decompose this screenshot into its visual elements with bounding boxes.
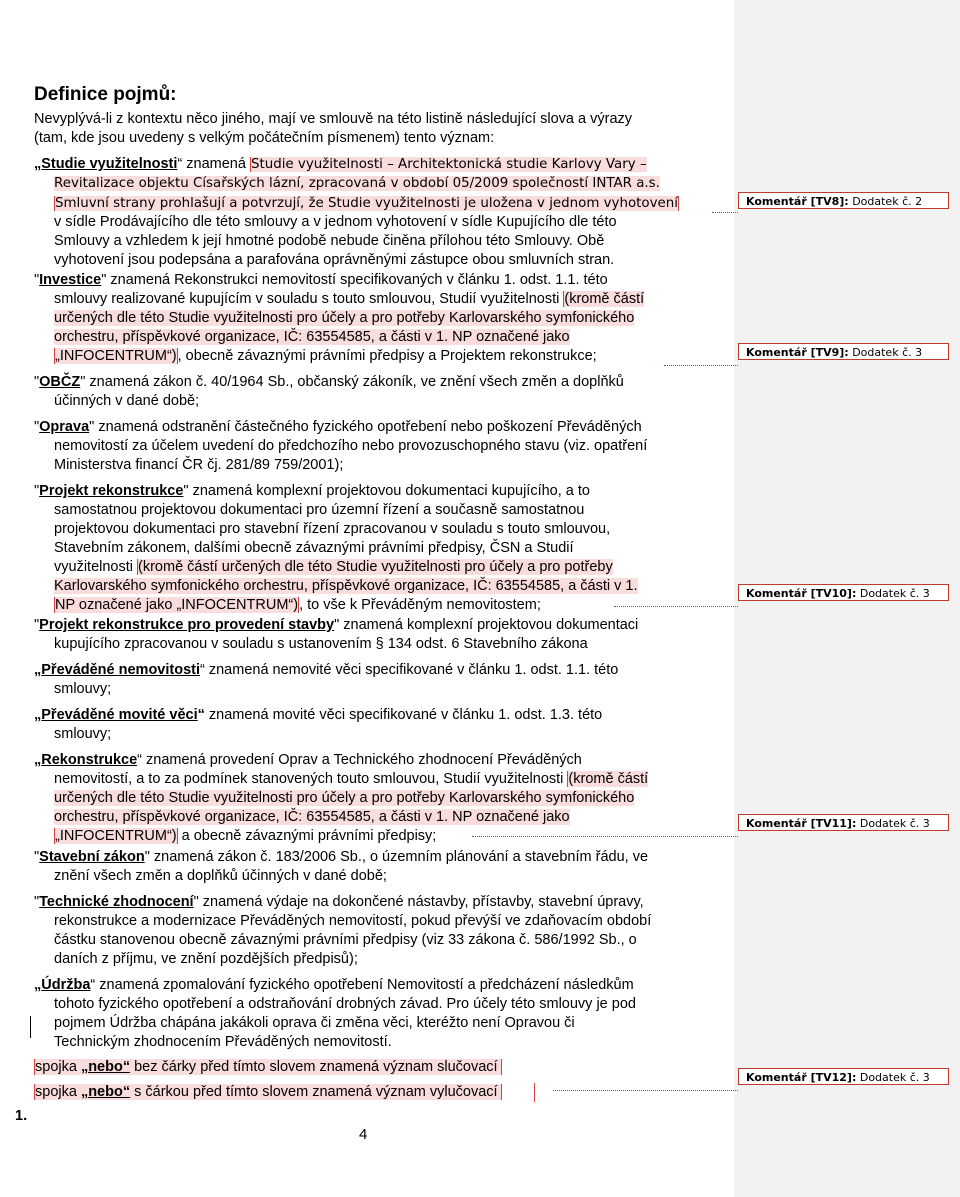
definition-text: znamená komplexní projektovou dokumentaci kupujícího, a to bbox=[188, 483, 590, 499]
comment-connector bbox=[553, 1090, 738, 1091]
definition-oprava-line-3: Ministerstva financí ČR čj. 281/89 759/2001); bbox=[54, 457, 344, 473]
quote-mark: " bbox=[80, 374, 86, 390]
inserted-text: Smluvní strany prohlašují a potvrzují, že Studie využitelnosti je uložena v jednom vyhotovení bbox=[55, 196, 678, 211]
term-udrzba: Údržba bbox=[41, 977, 91, 993]
definition-projekt-line-6 bbox=[54, 577, 638, 596]
definition-text: znamená Rekonstrukci nemovitostí specifikovaných v článku 1. odst. 1.1. této bbox=[106, 272, 608, 288]
intro-line-1: Nevyplývá-li z kontextu něco jiného, mají ve smlouvě na této listině následující slova a výrazy bbox=[34, 111, 633, 127]
inserted-text: orchestru, příspěvkové organizace, IČ: 63554585, a části v 1. NP označené jako bbox=[54, 809, 570, 825]
comment-connector bbox=[664, 365, 738, 366]
definition-prevadene-nemovitosti-line-2: smlouvy; bbox=[54, 681, 112, 697]
definition-udrzba-line-4: Technickým zhodnocením Převáděných nemovitostí. bbox=[54, 1034, 392, 1050]
term-nebo: „nebo“ bbox=[80, 1059, 131, 1075]
inserted-text: NP označené jako „INFOCENTRUM“) bbox=[55, 597, 299, 613]
inserted-spojka-slucovaci bbox=[34, 1059, 502, 1075]
comment-label: Komentář [TV9]: bbox=[746, 346, 849, 359]
inserted-text: (kromě částí bbox=[564, 291, 645, 307]
term-stavebni-zakon: Stavební zákon bbox=[39, 849, 145, 865]
comment-text: Dodatek č. 3 bbox=[856, 1071, 930, 1084]
definition-text: , to vše k Převáděným nemovitostem; bbox=[299, 597, 541, 613]
quote-mark: „ bbox=[34, 662, 42, 678]
quote-mark: „ bbox=[34, 977, 42, 993]
term-rekonstrukce: Rekonstrukce bbox=[41, 752, 138, 768]
comment-label: Komentář [TV12]: bbox=[746, 1071, 857, 1084]
definition-studie-line-3 bbox=[54, 194, 679, 213]
definition-technicke-line-4: daních z příjmu, ve znění pozdějších předpisů); bbox=[54, 951, 358, 967]
definition-rekonstrukce-line-5 bbox=[54, 827, 436, 846]
definition-prevadene-nemovitosti-line-1 bbox=[34, 661, 618, 680]
definition-rekonstrukce-line-4 bbox=[54, 808, 570, 827]
inserted-text: „INFOCENTRUM“) bbox=[55, 348, 177, 364]
quote-mark: " bbox=[34, 374, 40, 390]
comment-balloon-tv8[interactable] bbox=[738, 192, 949, 209]
definition-projekt-line-2: samostatnou projektovou dokumentaci pro územní řízení a současně samostatnou bbox=[54, 502, 585, 518]
comment-text: Dodatek č. 2 bbox=[848, 195, 923, 208]
comment-balloon-tv9[interactable] bbox=[738, 343, 949, 360]
definition-spojka-vylucovaci bbox=[34, 1083, 502, 1102]
term-nebo: „nebo“ bbox=[80, 1084, 131, 1100]
definition-text: znamená zákon č. 183/2006 Sb., o územním plánování a stavebním řádu, ve bbox=[149, 849, 649, 865]
page-number: 4 bbox=[359, 1126, 368, 1143]
quote-mark: " bbox=[101, 272, 107, 288]
definition-studie-line-2 bbox=[54, 174, 660, 193]
list-number: 1. bbox=[15, 1108, 28, 1124]
comment-text: Dodatek č. 3 bbox=[856, 817, 930, 830]
comment-balloon-tv10[interactable] bbox=[738, 584, 949, 601]
change-bar bbox=[30, 1016, 31, 1038]
definition-technicke-line-3: částku stanovenou obecně závaznými právními předpisy (viz 33 zákona č. 586/1992 Sb., o bbox=[54, 932, 637, 948]
definition-text: znamená odstranění částečného fyzického opotřebení nebo poškození Převáděných bbox=[94, 419, 642, 435]
definition-oprava-line-2: nemovitostí za účelem uvedení do předchozího nebo provozuschopného stavu (viz. opatření bbox=[54, 438, 648, 454]
inserted-text: (kromě částí určených dle této Studie využitelnosti pro účely a pro potřeby bbox=[138, 559, 613, 575]
deleted-text: Revitalizace objektu Císařských lázní, zpracovaná v období 05/2009 společností INTAR a.s. bbox=[54, 176, 660, 191]
term-studie-vyuzitelnosti: Studie využitelnosti bbox=[41, 156, 178, 172]
term-projekt-rekonstrukce: Projekt rekonstrukce bbox=[39, 483, 184, 499]
quote-mark: " bbox=[34, 419, 40, 435]
definition-investice-line-2 bbox=[54, 290, 644, 309]
inserted-text: (kromě částí bbox=[568, 771, 649, 787]
inserted-text: Karlovarského symfonického orchestru, příspěvkové organizace, IČ: 63554585, a části v 1. bbox=[54, 578, 638, 594]
definition-text: znamená komplexní projektovou dokumentaci bbox=[339, 617, 639, 633]
quote-mark: " bbox=[34, 617, 40, 633]
definition-text: využitelnosti bbox=[54, 559, 138, 575]
inserted-text: určených dle této Studie využitelnosti pro účely a pro potřeby Karlovarského symfonického bbox=[54, 790, 635, 806]
definition-spojka-slucovaci bbox=[34, 1058, 502, 1077]
quote-mark: " bbox=[34, 894, 40, 910]
definition-rekonstrukce-line-3 bbox=[54, 789, 634, 808]
quote-mark: " bbox=[34, 483, 40, 499]
comment-text: Dodatek č. 3 bbox=[848, 346, 923, 359]
comment-text: Dodatek č. 3 bbox=[856, 587, 930, 600]
definition-studie-line-5: Smlouvy a vzhledem k její hmotné podobě nebude činěna přílohou této Smlouvy. Obě bbox=[54, 233, 605, 249]
definition-investice-line-5 bbox=[54, 347, 597, 366]
definition-text: znamená zákon č. 40/1964 Sb., občanský zákoník, ve znění všech změn a doplňků bbox=[85, 374, 624, 390]
deleted-text: Studie využitelnosti – Architektonická studie Karlovy Vary – bbox=[250, 157, 647, 172]
quote-mark: " bbox=[34, 849, 40, 865]
definition-projekt-line-3: projektovou dokumentaci pro stavební řízení zpracovanou v souladu s touto smlouvou, bbox=[54, 521, 611, 537]
definition-text: s čárkou před tímto slovem znamená význam vylučovací bbox=[130, 1084, 498, 1100]
definition-rekonstrukce-line-1 bbox=[34, 751, 582, 770]
comment-balloon-tv12[interactable] bbox=[738, 1068, 949, 1085]
intro-line-2: (tam, kde jsou uvedeny s velkým počátečním písmenem) tento význam: bbox=[34, 130, 495, 146]
definition-projekt-line-7 bbox=[54, 596, 541, 615]
definition-text: znamená provedení Oprav a Technického zhodnocení Převáděných bbox=[142, 752, 582, 768]
definition-text: , obecně závaznými právními předpisy a Projektem rekonstrukce; bbox=[177, 348, 597, 364]
comment-label: Komentář [TV10]: bbox=[746, 587, 857, 600]
definition-text: znamená výdaje na dokončené nástavby, přístavby, stavební úpravy, bbox=[198, 894, 644, 910]
quote-mark: “ znamená bbox=[177, 156, 250, 172]
term-obcz: OBČZ bbox=[39, 374, 81, 390]
definition-studie-line-6: vyhotovení jsou podepsána a parafována oprávněnými zástupce obou smluvních stran. bbox=[54, 252, 615, 268]
quote-mark: “ bbox=[200, 662, 205, 678]
definition-projekt-stavby-line-1 bbox=[34, 616, 638, 635]
definition-prevadene-movite-line-1 bbox=[34, 706, 602, 725]
quote-mark: “ bbox=[90, 977, 96, 993]
definition-rekonstrukce-line-2 bbox=[54, 770, 648, 789]
quote-mark: “ bbox=[197, 707, 205, 723]
definition-stavebni-zakon-line-1 bbox=[34, 848, 648, 867]
term-investice: Investice bbox=[39, 272, 102, 288]
term-oprava: Oprava bbox=[39, 419, 90, 435]
definition-text: bez čárky před tímto slovem znamená význam slučovací bbox=[130, 1059, 498, 1075]
definition-investice-line-3 bbox=[54, 309, 634, 328]
definition-udrzba-line-2: tohoto fyzického opotřebení a odstraňování drobných závad. Pro účely této smlouvy je pod bbox=[54, 996, 636, 1012]
definition-prevadene-movite-line-2: smlouvy; bbox=[54, 726, 112, 742]
inserted-text: určených dle této Studie využitelnosti pro účely a pro potřeby Karlovarského symfonického bbox=[54, 310, 635, 326]
quote-mark: " bbox=[334, 617, 340, 633]
definition-projekt-line-4: Stavebním zákonem, dalšími obecně závaznými právními předpisy, ČSN a Studií bbox=[54, 540, 574, 556]
quote-mark: „ bbox=[34, 707, 42, 723]
quote-mark: “ bbox=[137, 752, 142, 768]
inserted-spojka-vylucovaci bbox=[34, 1084, 502, 1100]
definition-projekt-stavby-line-2: kupujícího zpracovanou v souladu s ustanovením § 134 odst. 6 Stavebního zákona bbox=[54, 636, 588, 652]
quote-mark: " bbox=[89, 419, 95, 435]
definition-technicke-line-2: rekonstrukce a modernizace Převáděných nemovitostí, pokud převýší ve zdaňovacím období bbox=[54, 913, 652, 929]
comment-balloon-tv11[interactable] bbox=[738, 814, 949, 831]
quote-mark: „ bbox=[34, 752, 42, 768]
definition-text: znamená zpomalování fyzického opotřebení Nemovitostí a předcházení následkům bbox=[95, 977, 634, 993]
definition-technicke-line-1 bbox=[34, 893, 644, 912]
inserted-text: „INFOCENTRUM“) bbox=[55, 828, 177, 844]
definition-udrzba-line-3: pojmem Údržba chápána jakákoli oprava či změna věci, kteréžto není Opravou či bbox=[54, 1015, 575, 1031]
definition-oprava-line-1 bbox=[34, 418, 642, 437]
definition-stavebni-zakon-line-2: znění všech změn a doplňků účinných v dané době; bbox=[54, 868, 387, 884]
definition-obcz-line-2: účinných v dané době; bbox=[54, 393, 200, 409]
comment-connector bbox=[472, 836, 738, 837]
definition-udrzba-line-1 bbox=[34, 976, 634, 995]
term-prevadene-movite-veci: Převáděné movité věci bbox=[41, 707, 198, 723]
definition-studie-line-4: v sídle Prodávajícího dle této smlouvy a v jednom vyhotovení v sídle Kupujícího dle této bbox=[54, 214, 617, 230]
comment-label: Komentář [TV8]: bbox=[746, 195, 849, 208]
definition-investice-line-4 bbox=[54, 328, 570, 347]
definition-text: spojka bbox=[35, 1059, 81, 1075]
definition-projekt-line-5 bbox=[54, 558, 613, 577]
comment-label: Komentář [TV11]: bbox=[746, 817, 857, 830]
quote-mark: " bbox=[193, 894, 199, 910]
quote-mark: " bbox=[34, 272, 40, 288]
inserted-text: orchestru, příspěvkové organizace, IČ: 63554585, a části v 1. NP označené jako bbox=[54, 329, 570, 345]
definition-projekt-line-1 bbox=[34, 482, 590, 501]
definition-studie-line-1 bbox=[34, 155, 647, 174]
definition-text: smlouvy realizované kupujícím v souladu s touto smlouvou, Studií využitelnosti bbox=[54, 291, 564, 307]
definition-investice-line-1 bbox=[34, 271, 608, 290]
term-projekt-stavby: Projekt rekonstrukce pro provedení stavby bbox=[39, 617, 335, 633]
insertion-marker bbox=[534, 1083, 552, 1102]
definition-text: znamená movité věci specifikované v článku 1. odst. 1.3. této bbox=[204, 707, 603, 723]
definition-obcz-line-1 bbox=[34, 373, 624, 392]
quote-mark: " bbox=[183, 483, 189, 499]
quote-mark: " bbox=[144, 849, 150, 865]
comment-connector bbox=[712, 212, 738, 213]
term-technicke-zhodnoceni: Technické zhodnocení bbox=[39, 894, 194, 910]
definition-text: spojka bbox=[35, 1084, 81, 1100]
term-prevadene-nemovitosti: Převáděné nemovitosti bbox=[41, 662, 200, 678]
definition-text: a obecně závaznými právními předpisy; bbox=[177, 828, 437, 844]
quote-mark: „ bbox=[34, 156, 42, 172]
comment-connector bbox=[614, 606, 738, 607]
definition-text: znamená nemovité věci specifikované v článku 1. odst. 1.1. této bbox=[204, 662, 619, 678]
definition-text: nemovitostí, a to za podmínek stanovených touto smlouvou, Studií využitelnosti bbox=[54, 771, 568, 787]
section-heading: Definice pojmů: bbox=[34, 84, 177, 105]
